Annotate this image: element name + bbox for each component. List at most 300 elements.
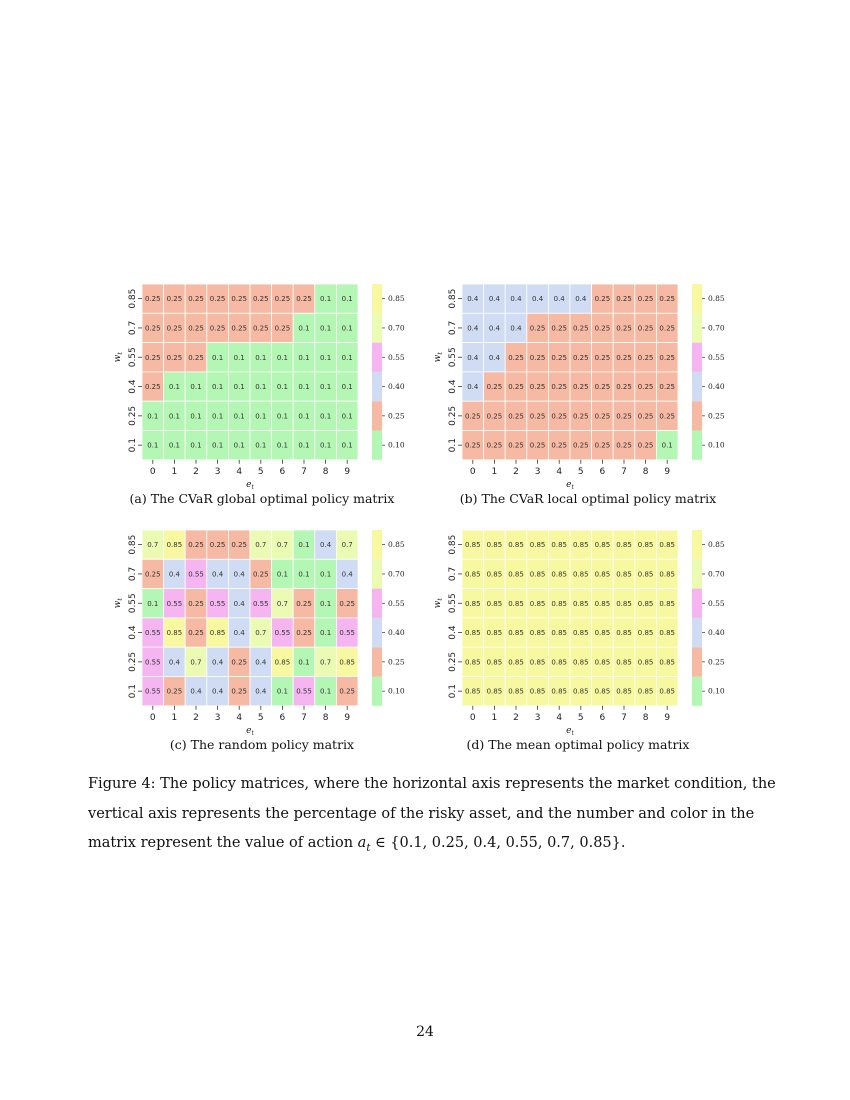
cell-value-label: 0.25 — [508, 383, 524, 392]
y-tick-label: 0.4 — [128, 379, 138, 394]
colorbar-tick-label: 0.10 — [708, 686, 725, 696]
cell-value-label: 0.1 — [147, 599, 159, 608]
cell-value-label: 0.85 — [486, 541, 503, 550]
cell-value-label: 0.25 — [529, 353, 546, 362]
y-tick-label: 0.1 — [448, 437, 458, 453]
heatmap-c-svg — [112, 526, 432, 736]
cell-value-label: 0.1 — [341, 324, 353, 333]
x-tick-label: 7 — [621, 712, 627, 723]
cell-value-label: 0.25 — [637, 383, 654, 392]
cell-value-label: 0.85 — [465, 687, 481, 696]
cell-value-label: 0.25 — [231, 295, 247, 304]
cell-value-label: 0.4 — [212, 570, 224, 579]
cell-value-label: 0.55 — [145, 658, 161, 667]
x-tick-label: 1 — [171, 466, 178, 477]
page-number: 24 — [416, 1024, 434, 1040]
cell-value-label: 0.25 — [637, 295, 654, 304]
cell-value-label: 0.85 — [616, 599, 632, 608]
x-axis-label-subscript: t — [251, 729, 254, 737]
colorbar-segment — [692, 431, 702, 460]
heatmap-panel-b — [432, 280, 752, 490]
cell-value-label: 0.85 — [508, 599, 524, 608]
cell-value-label: 0.25 — [465, 441, 481, 450]
x-tick-label: 5 — [257, 712, 264, 723]
y-tick-label: 0.85 — [128, 534, 138, 555]
cell-value-label: 0.25 — [573, 353, 589, 362]
cell-value-label: 0.85 — [486, 599, 503, 608]
x-tick-label: 0 — [149, 466, 156, 477]
cell-value-label: 0.85 — [551, 687, 567, 696]
y-tick-label: 0.25 — [448, 651, 458, 672]
cell-value-label: 0.85 — [465, 570, 481, 579]
cell-value-label: 0.4 — [341, 570, 353, 579]
colorbar-tick-label: 0.25 — [388, 411, 405, 421]
cell-value-label: 0.85 — [637, 629, 654, 638]
cell-value-label: 0.1 — [320, 324, 332, 333]
colorbar-tick-label: 0.25 — [708, 657, 725, 667]
cell-value-label: 0.25 — [296, 629, 312, 638]
cell-value-label: 0.85 — [594, 687, 611, 696]
cell-value-label: 0.25 — [529, 412, 546, 421]
cell-value-label: 0.4 — [488, 295, 500, 304]
cell-value-label: 0.85 — [465, 658, 481, 667]
cell-value-label: 0.85 — [637, 541, 654, 550]
x-axis-label: $e_t$ — [566, 725, 574, 737]
heatmap-b-svg — [432, 280, 752, 490]
cell-value-label: 0.25 — [637, 353, 654, 362]
cell-value-label: 0.1 — [255, 383, 267, 392]
x-axis-label-subscript: t — [571, 729, 574, 737]
cell-value-label: 0.1 — [147, 412, 159, 421]
x-tick-label: 0 — [469, 466, 476, 477]
cell-value-label: 0.4 — [467, 383, 479, 392]
cell-value-label: 0.4 — [553, 295, 565, 304]
x-tick-label: 3 — [214, 466, 221, 477]
cell-value-label: 0.85 — [551, 599, 567, 608]
cell-value-label: 0.25 — [231, 687, 247, 696]
cell-value-label: 0.7 — [276, 541, 288, 550]
cell-value-label: 0.25 — [659, 295, 675, 304]
x-tick-label: 8 — [322, 466, 329, 477]
x-tick-label: 4 — [556, 712, 563, 723]
cell-value-label: 0.85 — [486, 687, 503, 696]
y-tick-label: 0.7 — [448, 566, 458, 582]
cell-value-label: 0.25 — [529, 441, 546, 450]
y-tick-label: 0.1 — [448, 683, 458, 699]
colorbar-segment — [692, 343, 702, 372]
colorbar-tick-label: 0.85 — [388, 540, 405, 550]
colorbar-segment — [692, 401, 702, 430]
cell-value-label: 0.7 — [255, 541, 267, 550]
cell-value-label: 0.85 — [594, 629, 611, 638]
cell-value-label: 0.25 — [616, 324, 632, 333]
x-axis-label-subscript: t — [251, 483, 254, 491]
colorbar-tick-label: 0.70 — [388, 569, 405, 579]
cell-value-label: 0.85 — [465, 629, 481, 638]
x-tick-label: 2 — [193, 712, 199, 723]
caption-b: (b) The CVaR local optimal policy matrix — [459, 491, 717, 506]
y-tick-label: 0.1 — [128, 683, 138, 699]
y-tick-label: 0.4 — [128, 625, 138, 640]
cell-value-label: 0.25 — [594, 383, 611, 392]
cell-value-label: 0.7 — [147, 541, 159, 550]
cell-value-label: 0.25 — [209, 295, 226, 304]
cell-value-label: 0.4 — [488, 353, 500, 362]
x-tick-label: 6 — [599, 712, 606, 723]
y-tick-label: 0.4 — [448, 625, 458, 640]
cell-value-label: 0.1 — [320, 383, 332, 392]
colorbar-tick-label: 0.55 — [388, 598, 405, 608]
colorbar-segment — [372, 647, 382, 676]
cell-value-label: 0.25 — [573, 412, 589, 421]
colorbar-segment — [692, 618, 702, 647]
x-tick-label: 1 — [491, 712, 498, 723]
cell-value-label: 0.85 — [551, 570, 567, 579]
cell-value-label: 0.25 — [145, 353, 161, 362]
cell-value-label: 0.55 — [274, 629, 291, 638]
cell-value-label: 0.85 — [508, 541, 524, 550]
cell-value-label: 0.85 — [637, 658, 654, 667]
cell-value-label: 0.1 — [320, 295, 332, 304]
cell-value-label: 0.85 — [166, 541, 183, 550]
cell-value-label: 0.1 — [147, 441, 159, 450]
cell-value-label: 0.7 — [320, 658, 332, 667]
cell-value-label: 0.25 — [231, 658, 247, 667]
cell-value-label: 0.1 — [341, 383, 353, 392]
y-axis-label-subscript: t — [117, 598, 124, 601]
cell-value-label: 0.25 — [616, 383, 632, 392]
x-tick-label: 7 — [301, 466, 307, 477]
cell-value-label: 0.25 — [166, 687, 183, 696]
cell-value-label: 0.25 — [594, 412, 611, 421]
cell-value-label: 0.85 — [616, 658, 632, 667]
x-tick-label: 2 — [513, 712, 519, 723]
cell-value-label: 0.25 — [486, 383, 503, 392]
cell-value-label: 0.25 — [339, 599, 355, 608]
colorbar-segment — [372, 618, 382, 647]
cell-value-label: 0.25 — [253, 570, 269, 579]
cell-value-label: 0.1 — [298, 441, 310, 450]
x-tick-label: 9 — [344, 712, 351, 723]
y-tick-label: 0.25 — [448, 405, 458, 426]
cell-value-label: 0.85 — [508, 658, 524, 667]
cell-value-label: 0.25 — [253, 324, 269, 333]
cell-value-label: 0.85 — [551, 541, 567, 550]
y-tick-label: 0.7 — [448, 320, 458, 336]
colorbar-tick-label: 0.10 — [388, 440, 405, 450]
cell-value-label: 0.55 — [166, 599, 183, 608]
y-tick-label: 0.25 — [128, 405, 138, 426]
cell-value-label: 0.25 — [274, 295, 291, 304]
cell-value-label: 0.85 — [529, 629, 546, 638]
x-tick-label: 1 — [491, 466, 498, 477]
colorbar-tick-label: 0.70 — [708, 569, 725, 579]
cell-value-label: 0.1 — [233, 353, 245, 362]
cell-value-label: 0.85 — [573, 541, 589, 550]
cell-value-label: 0.85 — [594, 570, 611, 579]
cell-value-label: 0.1 — [276, 570, 288, 579]
cell-value-label: 0.25 — [274, 324, 291, 333]
cell-value-label: 0.1 — [168, 383, 180, 392]
cell-value-label: 0.1 — [190, 412, 202, 421]
colorbar-tick-label: 0.10 — [388, 686, 405, 696]
x-tick-label: 8 — [642, 712, 649, 723]
y-tick-label: 0.7 — [128, 320, 138, 336]
cell-value-label: 0.85 — [573, 570, 589, 579]
cell-value-label: 0.25 — [551, 441, 567, 450]
x-tick-label: 4 — [236, 466, 243, 477]
cell-value-label: 0.55 — [339, 629, 355, 638]
cell-value-label: 0.85 — [616, 570, 632, 579]
cell-value-label: 0.85 — [508, 687, 524, 696]
y-tick-label: 0.7 — [128, 566, 138, 582]
cell-value-label: 0.25 — [145, 570, 161, 579]
cell-value-label: 0.4 — [233, 599, 245, 608]
cell-value-label: 0.4 — [233, 570, 245, 579]
colorbar-tick-label: 0.25 — [388, 657, 405, 667]
y-axis-label: $w_t$ — [113, 352, 124, 363]
y-tick-label: 0.85 — [128, 288, 138, 309]
cell-value-label: 0.85 — [529, 658, 546, 667]
heatmap-panel-d — [432, 526, 752, 736]
cell-value-label: 0.85 — [659, 687, 675, 696]
x-axis-label: $e_t$ — [246, 479, 254, 491]
cell-value-label: 0.1 — [233, 441, 245, 450]
y-tick-label: 0.55 — [128, 593, 138, 614]
cell-value-label: 0.4 — [575, 295, 587, 304]
cell-value-label: 0.25 — [659, 412, 675, 421]
cell-value-label: 0.25 — [209, 324, 226, 333]
cell-value-label: 0.85 — [637, 687, 654, 696]
cell-value-label: 0.4 — [488, 324, 500, 333]
cell-value-label: 0.25 — [551, 412, 567, 421]
cell-value-label: 0.1 — [276, 412, 288, 421]
cell-value-label: 0.1 — [276, 353, 288, 362]
cell-value-label: 0.1 — [341, 412, 353, 421]
cell-value-label: 0.85 — [486, 570, 503, 579]
cell-value-label: 0.85 — [508, 570, 524, 579]
cell-value-label: 0.85 — [274, 658, 291, 667]
y-axis-label-subscript: t — [117, 352, 124, 355]
cell-value-label: 0.25 — [486, 412, 503, 421]
cell-value-label: 0.25 — [188, 295, 204, 304]
colorbar-tick-label: 0.85 — [388, 294, 405, 304]
cell-value-label: 0.1 — [320, 629, 332, 638]
x-tick-label: 8 — [642, 466, 649, 477]
y-axis-label: $w_t$ — [113, 598, 124, 609]
cell-value-label: 0.4 — [255, 658, 267, 667]
colorbar-tick-label: 0.70 — [708, 323, 725, 333]
cell-value-label: 0.1 — [341, 353, 353, 362]
cell-value-label: 0.85 — [594, 599, 611, 608]
cell-value-label: 0.1 — [298, 353, 310, 362]
cell-value-label: 0.7 — [190, 658, 202, 667]
cell-value-label: 0.4 — [168, 570, 180, 579]
cell-value-label: 0.85 — [529, 541, 546, 550]
cell-value-label: 0.25 — [594, 324, 611, 333]
x-tick-label: 6 — [599, 466, 606, 477]
cell-value-label: 0.85 — [637, 599, 654, 608]
y-tick-label: 0.4 — [448, 379, 458, 394]
cell-value-label: 0.85 — [465, 541, 481, 550]
cell-value-label: 0.1 — [233, 383, 245, 392]
cell-value-label: 0.25 — [188, 324, 204, 333]
colorbar-tick-label: 0.40 — [708, 382, 725, 392]
y-tick-label: 0.85 — [448, 288, 458, 309]
cell-value-label: 0.85 — [529, 570, 546, 579]
cell-value-label: 0.1 — [168, 441, 180, 450]
cell-value-label: 0.25 — [253, 295, 269, 304]
cell-value-label: 0.85 — [659, 541, 675, 550]
cell-value-label: 0.25 — [508, 412, 524, 421]
cell-value-label: 0.55 — [145, 629, 161, 638]
cell-value-label: 0.25 — [145, 324, 161, 333]
cell-value-label: 0.4 — [510, 324, 522, 333]
heatmap-panel-a — [112, 280, 432, 490]
y-axis-label: $w_t$ — [433, 598, 444, 609]
cell-value-label: 0.85 — [465, 599, 481, 608]
x-tick-label: 5 — [577, 466, 584, 477]
cell-value-label: 0.1 — [233, 412, 245, 421]
cell-value-label: 0.1 — [320, 599, 332, 608]
colorbar-segment — [372, 343, 382, 372]
colorbar-segment — [372, 559, 382, 588]
cell-value-label: 0.7 — [341, 541, 353, 550]
cell-value-label: 0.25 — [616, 353, 632, 362]
cell-value-label: 0.25 — [188, 599, 204, 608]
cell-value-label: 0.25 — [188, 629, 204, 638]
cell-value-label: 0.25 — [573, 383, 589, 392]
cell-value-label: 0.1 — [276, 441, 288, 450]
colorbar-tick-label: 0.70 — [388, 323, 405, 333]
colorbar-tick-label: 0.55 — [708, 352, 725, 362]
cell-value-label: 0.25 — [145, 383, 161, 392]
cell-value-label: 0.7 — [276, 599, 288, 608]
caption-d: (d) The mean optimal policy matrix — [466, 737, 690, 752]
cell-value-label: 0.85 — [486, 658, 503, 667]
x-tick-label: 4 — [236, 712, 243, 723]
cell-value-label: 0.25 — [616, 441, 632, 450]
cell-value-label: 0.1 — [298, 383, 310, 392]
cell-value-label: 0.25 — [166, 295, 183, 304]
cell-value-label: 0.85 — [551, 658, 567, 667]
cell-value-label: 0.1 — [320, 570, 332, 579]
cell-value-label: 0.25 — [594, 295, 611, 304]
cell-value-label: 0.85 — [616, 629, 632, 638]
colorbar-tick-label: 0.40 — [708, 628, 725, 638]
colorbar-segment — [692, 647, 702, 676]
colorbar-segment — [372, 313, 382, 342]
colorbar-tick-label: 0.10 — [708, 440, 725, 450]
cell-value-label: 0.1 — [298, 658, 310, 667]
y-axis-label: $w_t$ — [433, 352, 444, 363]
cell-value-label: 0.85 — [659, 570, 675, 579]
cell-value-label: 0.1 — [276, 383, 288, 392]
caption-c: (c) The random policy matrix — [169, 737, 355, 752]
cell-value-label: 0.1 — [212, 353, 224, 362]
x-tick-label: 3 — [534, 712, 541, 723]
cell-value-label: 0.25 — [573, 324, 589, 333]
cell-value-label: 0.85 — [339, 658, 355, 667]
colorbar-segment — [372, 372, 382, 401]
y-tick-label: 0.85 — [448, 534, 458, 555]
heatmap-panel-c — [112, 526, 432, 736]
cell-value-label: 0.1 — [661, 441, 673, 450]
cell-value-label: 0.1 — [255, 441, 267, 450]
y-axis-label-subscript: t — [437, 598, 444, 601]
x-tick-label: 9 — [664, 712, 671, 723]
colorbar-segment — [372, 589, 382, 618]
cell-value-label: 0.55 — [253, 599, 269, 608]
cell-value-label: 0.85 — [594, 658, 611, 667]
cell-value-label: 0.4 — [320, 541, 332, 550]
y-tick-label: 0.55 — [448, 593, 458, 614]
figure-caption-line-3: matrix represent the value of action $a_t$ ∈ {0.1, 0.25, 0.4, 0.55, 0.7, 0.85}. — [88, 835, 626, 854]
cell-value-label: 0.1 — [320, 687, 332, 696]
cell-value-label: 0.7 — [255, 629, 267, 638]
x-tick-label: 3 — [214, 712, 221, 723]
cell-value-label: 0.25 — [637, 412, 654, 421]
cell-value-label: 0.85 — [486, 629, 503, 638]
cell-value-label: 0.1 — [298, 541, 310, 550]
figure-caption-line-1: Figure 4: The policy matrices, where the horizontal axis represents the market condition, the — [88, 776, 776, 792]
cell-value-label: 0.85 — [637, 570, 654, 579]
cell-value-label: 0.4 — [467, 324, 479, 333]
heatmap-a-svg — [112, 280, 432, 490]
cell-value-label: 0.85 — [616, 541, 632, 550]
colorbar-segment — [372, 431, 382, 460]
x-axis-label: $e_t$ — [566, 479, 574, 491]
cell-value-label: 0.25 — [616, 295, 632, 304]
cell-value-label: 0.4 — [233, 629, 245, 638]
colorbar-segment — [692, 372, 702, 401]
x-axis-label-subscript: t — [571, 483, 574, 491]
colorbar-tick-label: 0.55 — [388, 352, 405, 362]
colorbar-tick-label: 0.25 — [708, 411, 725, 421]
x-tick-label: 2 — [513, 466, 519, 477]
cell-value-label: 0.4 — [532, 295, 544, 304]
cell-value-label: 0.25 — [551, 353, 567, 362]
x-tick-label: 1 — [171, 712, 178, 723]
colorbar-segment — [372, 284, 382, 313]
cell-value-label: 0.4 — [212, 658, 224, 667]
x-tick-label: 5 — [257, 466, 264, 477]
cell-value-label: 0.4 — [255, 687, 267, 696]
cell-value-label: 0.85 — [551, 629, 567, 638]
colorbar-tick-label: 0.40 — [388, 628, 405, 638]
cell-value-label: 0.25 — [659, 383, 675, 392]
colorbar-tick-label: 0.85 — [708, 294, 725, 304]
cell-value-label: 0.1 — [276, 687, 288, 696]
cell-value-label: 0.4 — [467, 353, 479, 362]
cell-value-label: 0.25 — [339, 687, 355, 696]
cell-value-label: 0.1 — [212, 383, 224, 392]
cell-value-label: 0.25 — [616, 412, 632, 421]
cell-value-label: 0.1 — [190, 383, 202, 392]
cell-value-label: 0.1 — [298, 324, 310, 333]
cell-value-label: 0.85 — [529, 687, 546, 696]
cell-value-label: 0.1 — [298, 412, 310, 421]
cell-value-label: 0.25 — [465, 412, 481, 421]
x-tick-label: 8 — [322, 712, 329, 723]
x-tick-label: 5 — [577, 712, 584, 723]
cell-value-label: 0.85 — [659, 599, 675, 608]
colorbar-segment — [372, 677, 382, 706]
cell-value-label: 0.85 — [659, 658, 675, 667]
y-tick-label: 0.25 — [128, 651, 138, 672]
cell-value-label: 0.25 — [594, 441, 611, 450]
x-tick-label: 7 — [621, 466, 627, 477]
